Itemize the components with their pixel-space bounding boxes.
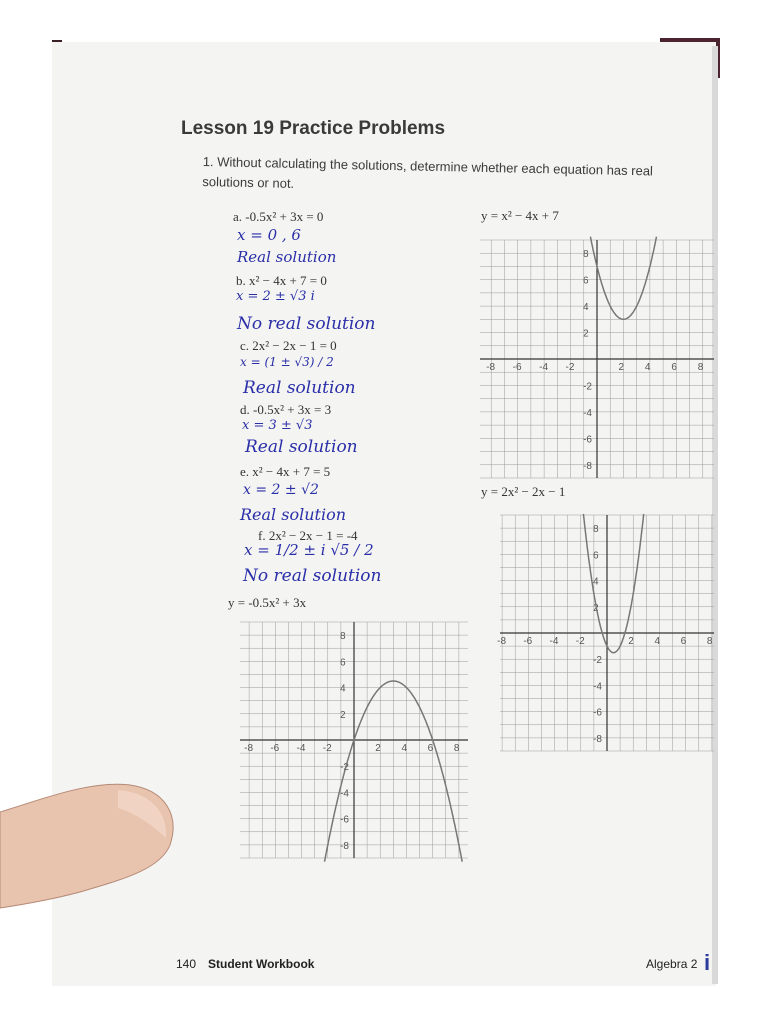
work-c: x = (1 ± √3) / 2 (240, 355, 334, 369)
work-a: x = 0 , 6 (237, 226, 301, 244)
work-e: x = 2 ± √2 (243, 482, 319, 498)
work-b: x = 2 ± √3 i (236, 289, 315, 304)
work-d: x = 3 ± √3 (242, 418, 313, 433)
equation-c: c. 2x² − 2x − 1 = 0 (240, 338, 337, 353)
equation-f: f. 2x² − 2x − 1 = -4 (258, 528, 358, 543)
x-tick-label: -4 (296, 743, 306, 754)
y-tick-label: 4 (593, 576, 599, 588)
x-tick-label: 8 (697, 362, 704, 373)
x-tick-label: 4 (654, 636, 661, 647)
x-tick-label: 2 (375, 743, 381, 754)
equation-a: a. -0.5x² + 3x = 0 (233, 209, 324, 224)
graph-1 (480, 240, 714, 478)
x-tick-label: -6 (512, 362, 522, 373)
graph-2-label: y = 2x² − 2x − 1 (481, 484, 566, 499)
x-tick-label: 4 (401, 743, 408, 754)
y-tick-label: 2 (583, 328, 589, 340)
book-title: Student Workbook (208, 957, 315, 971)
x-tick-label: -8 (486, 362, 496, 373)
y-tick-label: -6 (583, 434, 592, 446)
y-tick-label: -8 (593, 733, 602, 745)
x-tick-label: -2 (575, 636, 585, 647)
answer-c: Real solution (243, 378, 356, 398)
y-tick-label: 6 (583, 275, 589, 287)
page-number: 140 (176, 957, 197, 971)
y-tick-label: -6 (593, 707, 602, 719)
y-tick-label: 6 (593, 550, 599, 562)
y-tick-label: -2 (583, 381, 592, 393)
answer-b: No real solution (237, 314, 376, 334)
y-tick-label: -4 (583, 407, 592, 419)
graph-1-label: y = x² − 4x + 7 (481, 208, 559, 223)
x-tick-label: 8 (706, 636, 713, 647)
y-tick-label: 4 (583, 302, 589, 314)
work-f: x = 1/2 ± i √5 / 2 (244, 541, 374, 559)
y-tick-label: -2 (340, 762, 349, 774)
y-tick-label: 8 (593, 524, 599, 536)
x-tick-label: 8 (453, 743, 460, 754)
x-tick-label: 4 (644, 362, 651, 373)
question-prompt: 1. Without calculating the solutions, determine whether each equation has real solutions or not. (202, 153, 654, 191)
graph-2 (497, 515, 714, 751)
x-tick-label: -6 (523, 636, 533, 647)
y-tick-label: -4 (593, 681, 602, 693)
graph-3-label: y = -0.5x² + 3x (228, 595, 307, 610)
x-tick-label: -4 (549, 636, 559, 647)
y-tick-label: 6 (340, 657, 346, 669)
y-tick-label: 2 (340, 709, 346, 721)
course-name: Algebra 2 (646, 957, 698, 971)
y-tick-label: 8 (340, 631, 346, 643)
x-tick-label: -2 (565, 362, 575, 373)
x-tick-label: 6 (427, 743, 434, 754)
x-tick-label: -6 (270, 743, 280, 754)
answer-d: Real solution (245, 437, 358, 457)
y-tick-label: -4 (340, 788, 349, 800)
x-tick-label: -8 (497, 636, 507, 647)
equation-d: d. -0.5x² + 3x = 3 (240, 402, 332, 417)
y-tick-label: 2 (593, 602, 599, 614)
answer-a: Real solution (237, 248, 337, 266)
y-tick-label: -8 (583, 460, 592, 472)
publisher-logo: i (704, 950, 711, 975)
y-tick-label: -6 (340, 814, 349, 826)
x-tick-label: -4 (539, 362, 549, 373)
y-tick-label: -2 (593, 655, 602, 667)
graph-3 (240, 622, 468, 858)
x-tick-label: -8 (244, 743, 254, 754)
y-tick-label: 4 (340, 683, 346, 695)
x-tick-label: 2 (618, 362, 625, 373)
y-tick-label: -8 (340, 840, 349, 852)
lesson-title: Lesson 19 Practice Problems (181, 118, 446, 139)
equation-b: b. x² − 4x + 7 = 0 (236, 273, 327, 288)
x-tick-label: 6 (680, 636, 687, 647)
y-tick-label: 8 (583, 249, 589, 261)
x-tick-label: -2 (322, 743, 332, 754)
x-tick-label: 6 (671, 362, 677, 373)
answer-e: Real solution (240, 505, 347, 524)
answer-f: No real solution (243, 566, 382, 586)
equation-e: e. x² − 4x + 7 = 5 (240, 464, 331, 479)
x-tick-label: 2 (628, 636, 634, 647)
